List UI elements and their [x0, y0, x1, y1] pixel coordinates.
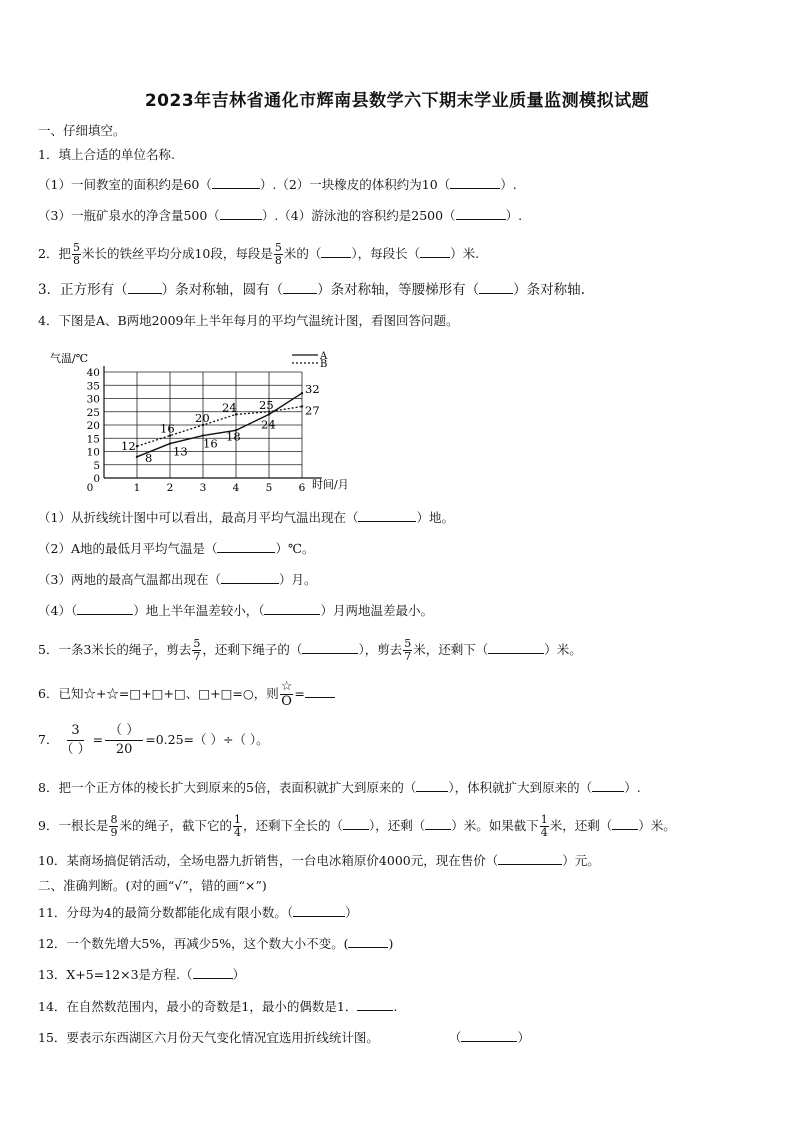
question-4-part-3: （3）两地的最高气温都出现在（ ）月。 [38, 572, 317, 587]
answer-blank[interactable] [456, 207, 506, 220]
answer-blank[interactable] [293, 904, 345, 917]
x-tick-label: 1 [133, 482, 141, 494]
data-label-A: 32 [305, 382, 320, 397]
question-2: 2．把 $\frac{5}{8}$ 米长的铁丝平均分成10段，每段是 $\frac{5}{8}$ 米的（ ），每段长（ ）米. [38, 241, 480, 267]
x-tick-label: 6 [298, 482, 306, 494]
x-tick-label: 3 [199, 482, 207, 494]
y-tick-label: 15 [86, 433, 100, 446]
data-label-B: 16 [160, 421, 175, 436]
data-point-A [301, 392, 303, 394]
legend-label-A: A [320, 351, 328, 362]
data-point-A [268, 413, 270, 415]
question-1-row-1: （1）一间教室的面积约是60（ ）.（2）一块橡皮的体积约为10（ ）. [38, 177, 517, 192]
answer-blank[interactable] [283, 281, 317, 294]
question-8: 8．把一个正方体的棱长扩大到原来的5倍，表面积就扩大到原来的（ ），体积就扩大到原来的（ ）. [38, 780, 641, 795]
answer-blank[interactable] [592, 779, 624, 792]
question-1-row-2: （3）一瓶矿泉水的净含量500（ ）.（4）游泳池的容积约是2500（ ）. [38, 208, 523, 223]
answer-blank[interactable] [450, 176, 500, 189]
answer-blank[interactable] [416, 779, 448, 792]
question-6: 6．已知☆+☆=□+□+□、□+□=○，则 $\frac{☆}{O}$ = [38, 680, 335, 709]
fraction: $\frac{5}{8}$ [274, 241, 282, 267]
question-12: 12．一个数先增大5%，再减少5%，这个数大小不变。( ) [38, 936, 394, 951]
y-tick-label: 0 [93, 473, 100, 485]
answer-blank[interactable] [498, 852, 562, 865]
fraction: $\frac{5}{8}$ [72, 241, 80, 267]
section-1-heading: 一、仔细填空。 [38, 123, 126, 138]
data-label-B: 25 [259, 397, 274, 412]
y-tick-label: 20 [86, 420, 100, 432]
chart-legend [292, 351, 328, 370]
data-label-A: 18 [226, 429, 241, 444]
x-tick-label: 5 [265, 482, 273, 494]
x-tick-label: 0 [86, 482, 94, 494]
question-4-part-1: （1）从折线统计图中可以看出，最高月平均气温出现在（ ）地。 [38, 510, 454, 525]
question-4-part-4: （4）（ ）地上半年温差较小，（ ）月两地温差最小。 [38, 603, 433, 618]
x-axis-label: 时间/月 [312, 478, 349, 491]
y-axis-label: 气温/℃ [50, 352, 89, 365]
answer-blank[interactable] [212, 176, 260, 189]
question-14: 14．在自然数范围内，最小的奇数是1，最小的偶数是1． . [38, 999, 398, 1014]
data-label-A: 13 [173, 444, 188, 459]
fraction: $\frac{3}{( )}$ [60, 723, 91, 757]
answer-blank[interactable] [343, 817, 369, 830]
section-2-heading: 二、准确判断。(对的画“√”，错的画“×”) [38, 878, 267, 893]
page-title: 2023年吉林省通化市辉南县数学六下期末学业质量监测模拟试题 [144, 91, 650, 111]
question-4-part-2: （2）A地的最低月平均气温是（ ）℃。 [38, 541, 315, 556]
question-5: 5．一条3米长的绳子，剪去 $\frac{5}{7}$ ，还剩下绳子的（ ），剪去 $\frac{5}{7}$ 米，还剩下（ ）米。 [38, 637, 582, 663]
data-label-A: 8 [145, 450, 153, 465]
answer-blank[interactable] [77, 602, 133, 615]
y-tick-label: 25 [86, 406, 100, 419]
chart-series [121, 382, 320, 465]
y-tick-label: 40 [86, 367, 100, 379]
data-label-B: 20 [195, 411, 210, 425]
answer-blank[interactable] [217, 540, 275, 553]
question-9: 9．一根长是 $\frac{8}{9}$ 米的绳子，截下它的 $\frac{1}{4}$ ，还剩下全长的（ ），还剩（ ）米。如果截下 $\frac{1}{4}$ 米，还剩（ ）米。 [38, 813, 676, 839]
fraction: $\frac{☆}{O}$ [280, 679, 293, 709]
y-tick-label: 35 [86, 380, 100, 393]
data-label-B: 12 [121, 439, 136, 454]
fraction: $\frac{5}{7}$ [193, 637, 201, 663]
x-tick-label: 2 [166, 482, 174, 494]
question-10: 10．某商场搞促销活动，全场电器九折销售，一台电冰箱原价4000元，现在售价（ ）元。 [38, 853, 600, 868]
answer-blank[interactable] [348, 935, 388, 948]
answer-blank[interactable] [357, 998, 393, 1011]
legend-label-B: B [320, 359, 328, 370]
data-label-A: 16 [203, 436, 218, 451]
question-15: 15．要表示东西湖区六月份天气变化情况宜选用折线统计图。 （ ） [38, 1030, 530, 1045]
question-7: 7． $\frac{3}{( )}$ = $\frac{( )}{20}$ =0.25=（ ）÷（ ）。 [38, 723, 269, 757]
answer-blank[interactable] [264, 602, 320, 615]
y-tick-label: 30 [86, 393, 100, 406]
fraction: $\frac{1}{4}$ [233, 813, 241, 839]
data-label-B: 27 [305, 403, 320, 418]
temperature-line-chart [44, 350, 349, 500]
answer-blank[interactable] [425, 817, 451, 830]
answer-blank[interactable] [221, 571, 279, 584]
answer-blank[interactable] [193, 966, 233, 979]
answer-blank[interactable] [358, 509, 416, 522]
y-tick-label: 5 [93, 459, 100, 472]
answer-blank[interactable] [488, 641, 544, 654]
answer-blank[interactable] [461, 1029, 517, 1042]
data-label-A: 24 [261, 417, 276, 432]
question-3: 3．正方形有（ ）条对称轴，圆有（ ）条对称轴，等腰梯形有（ ）条对称轴. [38, 282, 585, 298]
answer-blank[interactable] [305, 685, 335, 698]
question-4-stem: 4．下图是A、B两地2009年上半年每月的平均气温统计图，看图回答问题。 [38, 313, 459, 328]
question-11: 11．分母为4的最简分数都能化成有限小数。（ ） [38, 905, 358, 920]
answer-blank[interactable] [302, 641, 358, 654]
answer-blank[interactable] [321, 245, 351, 258]
fraction: $\frac{1}{4}$ [540, 813, 548, 839]
data-point-B [301, 405, 303, 407]
data-point-B [136, 445, 138, 447]
answer-blank[interactable] [479, 281, 513, 294]
answer-blank[interactable] [612, 817, 638, 830]
fraction: $\frac{( )}{20}$ [105, 722, 143, 759]
answer-blank[interactable] [128, 281, 162, 294]
fraction: $\frac{8}{9}$ [110, 813, 118, 839]
answer-blank[interactable] [420, 245, 450, 258]
data-point-A [136, 456, 138, 458]
question-13: 13．X+5=12×3是方程.（ ） [38, 967, 246, 982]
y-tick-label: 10 [86, 446, 100, 459]
data-label-B: 24 [222, 400, 237, 415]
fraction: $\frac{5}{7}$ [404, 637, 412, 663]
data-point-A [169, 442, 171, 444]
question-1-stem: 1．填上合适的单位名称. [38, 147, 175, 162]
x-tick-label: 4 [232, 482, 240, 494]
answer-blank[interactable] [220, 207, 262, 220]
